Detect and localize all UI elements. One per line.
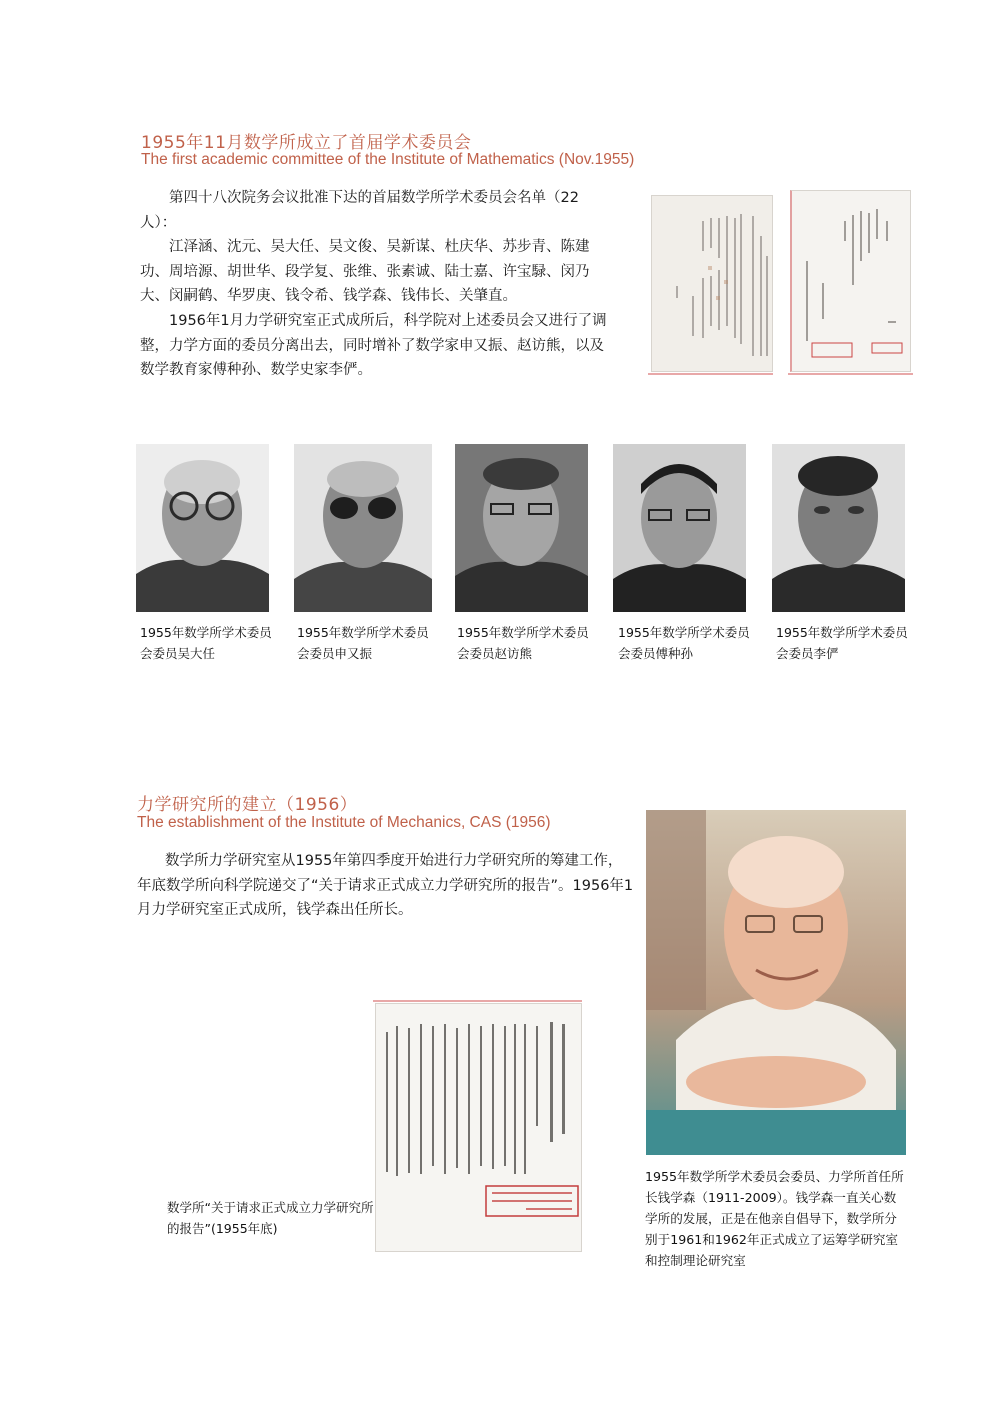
portrait-caption-fu-zhongsun [618, 622, 750, 664]
section2-title-en: The establishment of the Institute of Mechanics, CAS (1956) [137, 814, 551, 831]
caption-line: 会委员李俨 [776, 646, 839, 661]
section2-title-cn: 力学研究所的建立（1956） [137, 795, 358, 815]
portrait-caption-shen-youzhen [297, 622, 429, 664]
document-image-1-svg [652, 196, 772, 371]
caption-line: 会委员赵访熊 [457, 646, 533, 661]
portrait-3-svg [455, 444, 588, 612]
section1-para-intro: 第四十八次院务会议批准下达的首届数学所学术委员会名单（22人）： [140, 190, 579, 231]
portrait-shen-youzhen [294, 444, 432, 612]
section1-para-members: 江泽涵、沈元、吴大任、吴文俊、吴新谋、杜庆华、苏步青、陈建功、周培源、胡世华、段学复、张维、张素诚、陆士嘉、许宝騄、闵乃大、闵嗣鹤、华罗庚、钱令希、钱学森、钱伟长、关肇直。 [140, 239, 590, 305]
caption-line: 会委员吴大任 [140, 646, 216, 661]
portrait-zhao-fangxiong [455, 444, 588, 612]
portrait-2-svg [294, 444, 432, 612]
doc-underline [648, 373, 773, 375]
section1-title-cn: 1955年11月数学所成立了首届学术委员会 [141, 133, 472, 153]
portrait-wu-daren [136, 444, 269, 612]
doc-underline-2 [788, 373, 913, 375]
qian-xuesen-photo [646, 810, 906, 1155]
portrait-4-svg [613, 444, 746, 612]
portrait-fu-zhongsun [613, 444, 746, 612]
portrait-caption-wu-daren [140, 622, 272, 664]
caption-line: 会委员傅种孙 [618, 646, 694, 661]
qian-xuesen-caption: 1955年数学所学术委员会委员、力学所首任所长钱学森（1911-2009）。钱学森一直关心数学所的发展，正是在他亲自倡导下，数学所分别于1961和1962年正式成立了运筹学研究室和控制理论研究室 [645, 1169, 904, 1268]
caption-line: 1955年数学所学术委员 [297, 625, 429, 640]
section1-para-adjustment: 1956年1月力学研究室正式成所后，科学院对上述委员会又进行了调整，力学方面的委员分离出去，同时增补了数学家申又振、赵访熊，以及数学教育家傅种孙、数学史家李俨。 [140, 312, 607, 379]
approval-notice-document-image [790, 190, 911, 372]
report-document-image [375, 1003, 582, 1252]
section2-paragraph: 数学所力学研究室从1955年第四季度开始进行力学研究所的筹建工作，年底数学所向科学院递交了“关于请求正式成立力学研究所的报告”。1956年1月力学研究室正式成所，钱学森出任所长。 [137, 853, 634, 919]
portrait-caption-zhao-fangxiong [457, 622, 589, 664]
document-image-2-svg [792, 191, 910, 371]
section1-title-en: The first academic committee of the Institute of Mathematics (Nov.1955) [141, 151, 635, 168]
portrait-1-svg [136, 444, 269, 612]
portrait-5-svg [772, 444, 905, 612]
qian-xuesen-photo-svg [646, 810, 906, 1155]
caption-line: 会委员申又振 [297, 646, 373, 661]
portrait-li-yan [772, 444, 905, 612]
report-document-svg [376, 1004, 581, 1251]
caption-line: 1955年数学所学术委员 [457, 625, 589, 640]
caption-line: 1955年数学所学术委员 [140, 625, 272, 640]
committee-list-document-image [651, 195, 773, 372]
caption-line: 1955年数学所学术委员 [776, 625, 908, 640]
caption-line: 1955年数学所学术委员 [618, 625, 750, 640]
report-doc-caption: 数学所“关于请求正式成立力学研究所的报告”(1955年底) [167, 1200, 374, 1236]
portrait-caption-li-yan [776, 622, 908, 664]
section1-body [140, 186, 610, 383]
